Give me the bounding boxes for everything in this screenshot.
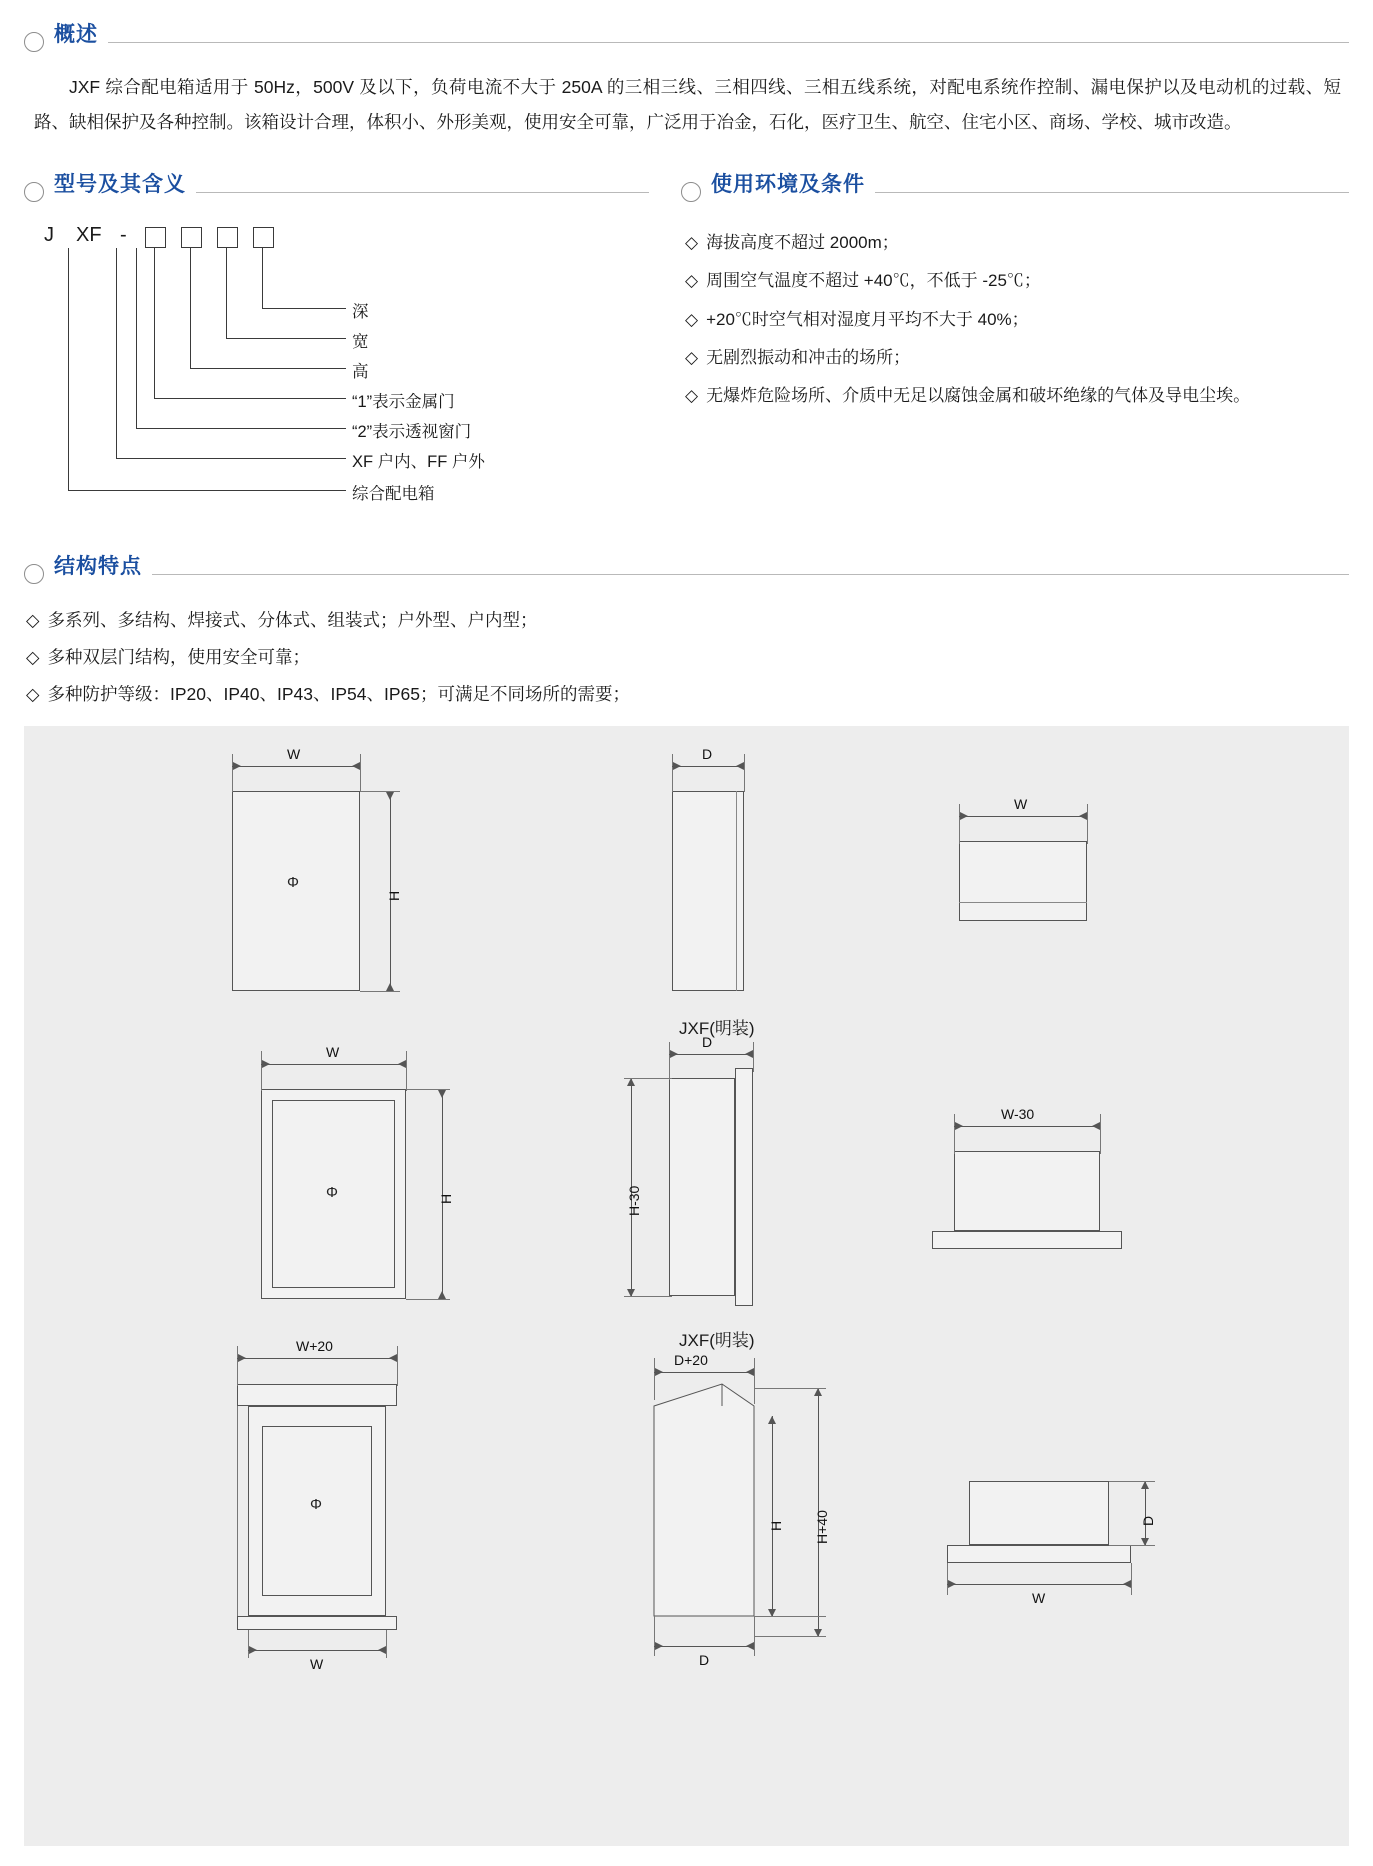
drawing-inner-line xyxy=(736,791,737,991)
extension-line xyxy=(947,1563,948,1595)
extension-line xyxy=(754,1636,826,1637)
extension-line xyxy=(654,1358,655,1400)
arrow-icon xyxy=(736,762,744,770)
two-column-area xyxy=(24,168,1349,524)
model-box-3 xyxy=(217,227,238,248)
dimension-line xyxy=(654,1646,754,1647)
diamond-bullet-icon: ◇ xyxy=(26,683,40,704)
extension-line xyxy=(237,1406,238,1616)
extension-line xyxy=(397,1346,398,1386)
drawing-row3-front-base xyxy=(237,1616,397,1630)
extension-line xyxy=(1109,1545,1155,1546)
dimension-label-h: H xyxy=(386,891,402,902)
model-box-4 xyxy=(253,227,274,248)
model-column xyxy=(24,168,649,524)
section-header-structure xyxy=(24,550,1349,580)
drawing-row1-top-body xyxy=(959,841,1087,921)
extension-line xyxy=(753,1042,754,1072)
diamond-bullet-icon: ◇ xyxy=(685,386,699,405)
diamond-bullet-icon: ◇ xyxy=(685,309,699,329)
list-item-text: +20℃时空气相对湿度月平均不大于 40%； xyxy=(706,309,1029,329)
model-box-1 xyxy=(145,227,166,248)
diamond-bullet-icon: ◇ xyxy=(685,233,699,252)
list-item xyxy=(685,377,1349,415)
section-header-model xyxy=(24,168,649,198)
leader-line xyxy=(68,490,346,491)
dimension-label-w: W xyxy=(1014,796,1028,813)
leader-line xyxy=(226,248,227,338)
list-item xyxy=(26,639,1349,676)
model-char-xf: XF xyxy=(76,224,102,246)
arrow-icon xyxy=(238,1354,246,1362)
arrow-icon xyxy=(955,1122,963,1130)
arrow-icon xyxy=(398,1060,406,1068)
drawing-row2-top-base xyxy=(932,1231,1122,1249)
list-item xyxy=(685,301,1349,339)
diamond-bullet-icon: ◇ xyxy=(26,646,40,667)
arrow-icon xyxy=(670,1050,678,1058)
dimension-label-w: W xyxy=(326,1044,340,1061)
arrow-icon xyxy=(673,762,681,770)
arrow-icon xyxy=(386,983,394,991)
extension-line xyxy=(232,754,233,792)
leader-line xyxy=(116,248,117,458)
arrow-icon xyxy=(249,1646,257,1654)
list-item xyxy=(685,224,1349,262)
section-title: 概述 xyxy=(54,23,98,46)
dimension-line xyxy=(232,766,360,767)
dimension-line xyxy=(654,1372,754,1373)
list-item xyxy=(685,262,1349,300)
divider xyxy=(108,42,1349,43)
leader-line xyxy=(190,368,346,369)
extension-line xyxy=(754,1388,826,1389)
arrow-icon xyxy=(233,762,241,770)
dimension-line xyxy=(954,1126,1100,1127)
leader-line xyxy=(154,248,155,398)
extension-line xyxy=(624,1296,672,1297)
dimension-line xyxy=(959,816,1087,817)
extension-line xyxy=(754,1616,755,1656)
extension-line xyxy=(672,754,673,792)
circle-bullet-icon xyxy=(24,32,44,52)
arrow-icon xyxy=(386,792,394,800)
divider xyxy=(875,192,1349,193)
section-title: 型号及其含义 xyxy=(54,173,186,196)
structure-feature-list xyxy=(24,602,1349,712)
leader-line xyxy=(154,398,346,399)
arrow-icon xyxy=(655,1642,663,1650)
arrow-icon xyxy=(262,1060,270,1068)
dimension-label-d: D xyxy=(702,746,713,763)
extension-line xyxy=(1100,1114,1101,1154)
section-title: 使用环境及条件 xyxy=(711,173,865,196)
leader-line xyxy=(136,428,346,429)
phi-symbol: Φ xyxy=(310,1496,322,1514)
dimension-label-h: H xyxy=(768,1521,784,1532)
list-item xyxy=(26,676,1349,713)
arrow-icon xyxy=(746,1642,754,1650)
extension-line xyxy=(669,1042,670,1080)
dimension-label-w: W xyxy=(1032,1590,1046,1607)
leader-line xyxy=(190,248,191,368)
leader-line xyxy=(262,248,263,308)
extension-line xyxy=(360,791,400,792)
arrow-icon xyxy=(768,1416,776,1424)
model-label-1: 宽 xyxy=(352,333,369,351)
drawing-row3-top-base xyxy=(947,1545,1131,1563)
extension-line xyxy=(1109,1481,1155,1482)
model-code-diagram xyxy=(24,224,649,524)
arrow-icon xyxy=(389,1354,397,1362)
list-item-text: 多系列、多结构、焊接式、分体式、组装式；户外型、户内型； xyxy=(47,610,538,630)
dimension-label-d: D xyxy=(699,1652,710,1669)
technical-drawing-panel xyxy=(24,726,1349,1846)
dimension-line xyxy=(947,1584,1131,1585)
extension-line xyxy=(754,1616,826,1617)
list-item-text: 无剧烈振动和冲击的场所； xyxy=(706,347,911,367)
leader-line xyxy=(116,458,346,459)
extension-line xyxy=(754,1358,755,1404)
drawing-row2-side-body xyxy=(669,1078,735,1296)
circle-bullet-icon xyxy=(24,564,44,584)
document-page xyxy=(0,18,1373,1866)
arrow-icon xyxy=(960,812,968,820)
extension-line xyxy=(261,1051,262,1091)
dimension-line xyxy=(237,1358,397,1359)
circle-bullet-icon xyxy=(681,182,701,202)
dimension-line xyxy=(1145,1481,1146,1545)
drawing-row2-top-body xyxy=(954,1151,1100,1231)
arrow-icon xyxy=(655,1368,663,1376)
list-item-text: 多种防护等级：IP20、IP40、IP43、IP54、IP65；可满足不同场所的需要； xyxy=(47,683,630,704)
divider xyxy=(196,192,649,193)
figure-caption-1: JXF(明装) xyxy=(679,1019,755,1039)
model-label-5: XF 户内、FF 户外 xyxy=(352,453,485,471)
dimension-label-d: D xyxy=(702,1034,713,1051)
dimension-label-h40: H+40 xyxy=(814,1510,830,1545)
list-item-text: 多种双层门结构，使用安全可靠； xyxy=(47,646,310,667)
extension-line xyxy=(360,754,361,792)
leader-line xyxy=(136,248,137,428)
dimension-label-h30: H-30 xyxy=(626,1185,642,1217)
arrow-icon xyxy=(627,1078,635,1086)
extension-line xyxy=(237,1346,238,1386)
drawing-row1-side-body xyxy=(672,791,744,991)
phi-symbol: Φ xyxy=(326,1184,338,1202)
section-header-environment xyxy=(681,168,1349,198)
section-header-overview xyxy=(24,18,1349,48)
model-label-6: 综合配电箱 xyxy=(352,485,435,503)
drawing-inner-line xyxy=(959,902,1087,903)
extension-line xyxy=(744,754,745,792)
arrow-icon xyxy=(1123,1580,1131,1588)
model-label-3: “1”表示金属门 xyxy=(352,393,455,411)
arrow-icon xyxy=(1141,1481,1149,1489)
arrow-icon xyxy=(746,1368,754,1376)
arrow-icon xyxy=(948,1580,956,1588)
dimension-label-w: W xyxy=(310,1656,324,1673)
leader-line xyxy=(68,248,69,490)
arrow-icon xyxy=(438,1090,446,1098)
arrow-icon xyxy=(1092,1122,1100,1130)
list-item-text: 周围空气温度不超过 +40℃，不低于 -25℃； xyxy=(706,271,1041,291)
dimension-line xyxy=(772,1416,773,1616)
diamond-bullet-icon: ◇ xyxy=(26,610,40,630)
arrow-icon xyxy=(352,762,360,770)
extension-line xyxy=(654,1616,655,1656)
drawing-row3-top-body xyxy=(969,1481,1109,1545)
arrow-icon xyxy=(438,1291,446,1299)
list-item-text: 无爆炸危险场所、介质中无足以腐蚀金属和破坏绝缘的气体及导电尘埃。 xyxy=(706,386,1251,405)
drawing-row3-side-shape xyxy=(644,1366,784,1669)
environment-column xyxy=(649,168,1349,524)
model-char-j: J xyxy=(44,224,54,246)
model-box-2 xyxy=(181,227,202,248)
model-label-2: 高 xyxy=(352,363,369,381)
model-char-dash: - xyxy=(120,224,127,246)
phi-symbol: Φ xyxy=(287,874,299,892)
arrow-icon xyxy=(745,1050,753,1058)
extension-line xyxy=(959,804,960,844)
dimension-label-w: W xyxy=(287,746,301,763)
model-label-0: 深 xyxy=(352,303,369,321)
dimension-label-w20: W+20 xyxy=(296,1338,333,1355)
leader-line xyxy=(262,308,346,309)
diamond-bullet-icon: ◇ xyxy=(685,271,699,291)
extension-line xyxy=(406,1051,407,1091)
dimension-label-h: H xyxy=(438,1194,454,1205)
extension-line xyxy=(1087,804,1088,844)
figure-caption-2: JXF(明装) xyxy=(679,1331,755,1351)
environment-list xyxy=(681,224,1349,415)
dimension-line xyxy=(672,766,744,767)
dimension-label-d: D xyxy=(1140,1516,1156,1527)
extension-line xyxy=(360,991,400,992)
list-item-text: 海拔高度不超过 2000m； xyxy=(706,233,899,252)
divider xyxy=(152,574,1349,575)
extension-line xyxy=(954,1114,955,1154)
overview-paragraph: JXF 综合配电箱适用于 50Hz，500V 及以下，负荷电流不大于 250A 的三相三线、三相四线、三相五线系统，对配电系统作控制、漏电保护以及电动机的过载、短路、缺相保护及各种控制。该箱设计合理，体积小、外形美观，使用安全可靠，广泛用于冶金，石化，医疗卫生、航空、住宅小区、商场、学校、城市改造。 xyxy=(34,77,1341,132)
extension-line xyxy=(406,1299,450,1300)
circle-bullet-icon xyxy=(24,182,44,202)
list-item xyxy=(26,602,1349,639)
arrow-icon xyxy=(1079,812,1087,820)
model-label-4: “2”表示透视窗门 xyxy=(352,423,472,441)
drawing-row3-front-hood xyxy=(237,1384,397,1406)
dimension-label-d20: D+20 xyxy=(674,1352,708,1369)
leader-line xyxy=(226,338,346,339)
drawing-row1-front-body xyxy=(232,791,360,991)
diamond-bullet-icon: ◇ xyxy=(685,347,699,367)
extension-line xyxy=(624,1078,672,1079)
extension-line xyxy=(386,1630,387,1658)
extension-line xyxy=(1131,1563,1132,1595)
dimension-line xyxy=(669,1054,753,1055)
dimension-line xyxy=(248,1650,386,1651)
list-item xyxy=(685,339,1349,377)
dimension-label-w30: W-30 xyxy=(1001,1106,1035,1123)
dimension-line xyxy=(261,1064,406,1065)
arrow-icon xyxy=(814,1388,822,1396)
overview-body xyxy=(24,70,1349,140)
extension-line xyxy=(406,1089,450,1090)
arrow-icon xyxy=(378,1646,386,1654)
section-title: 结构特点 xyxy=(54,555,142,578)
drawing-row2-side-door xyxy=(735,1068,753,1306)
